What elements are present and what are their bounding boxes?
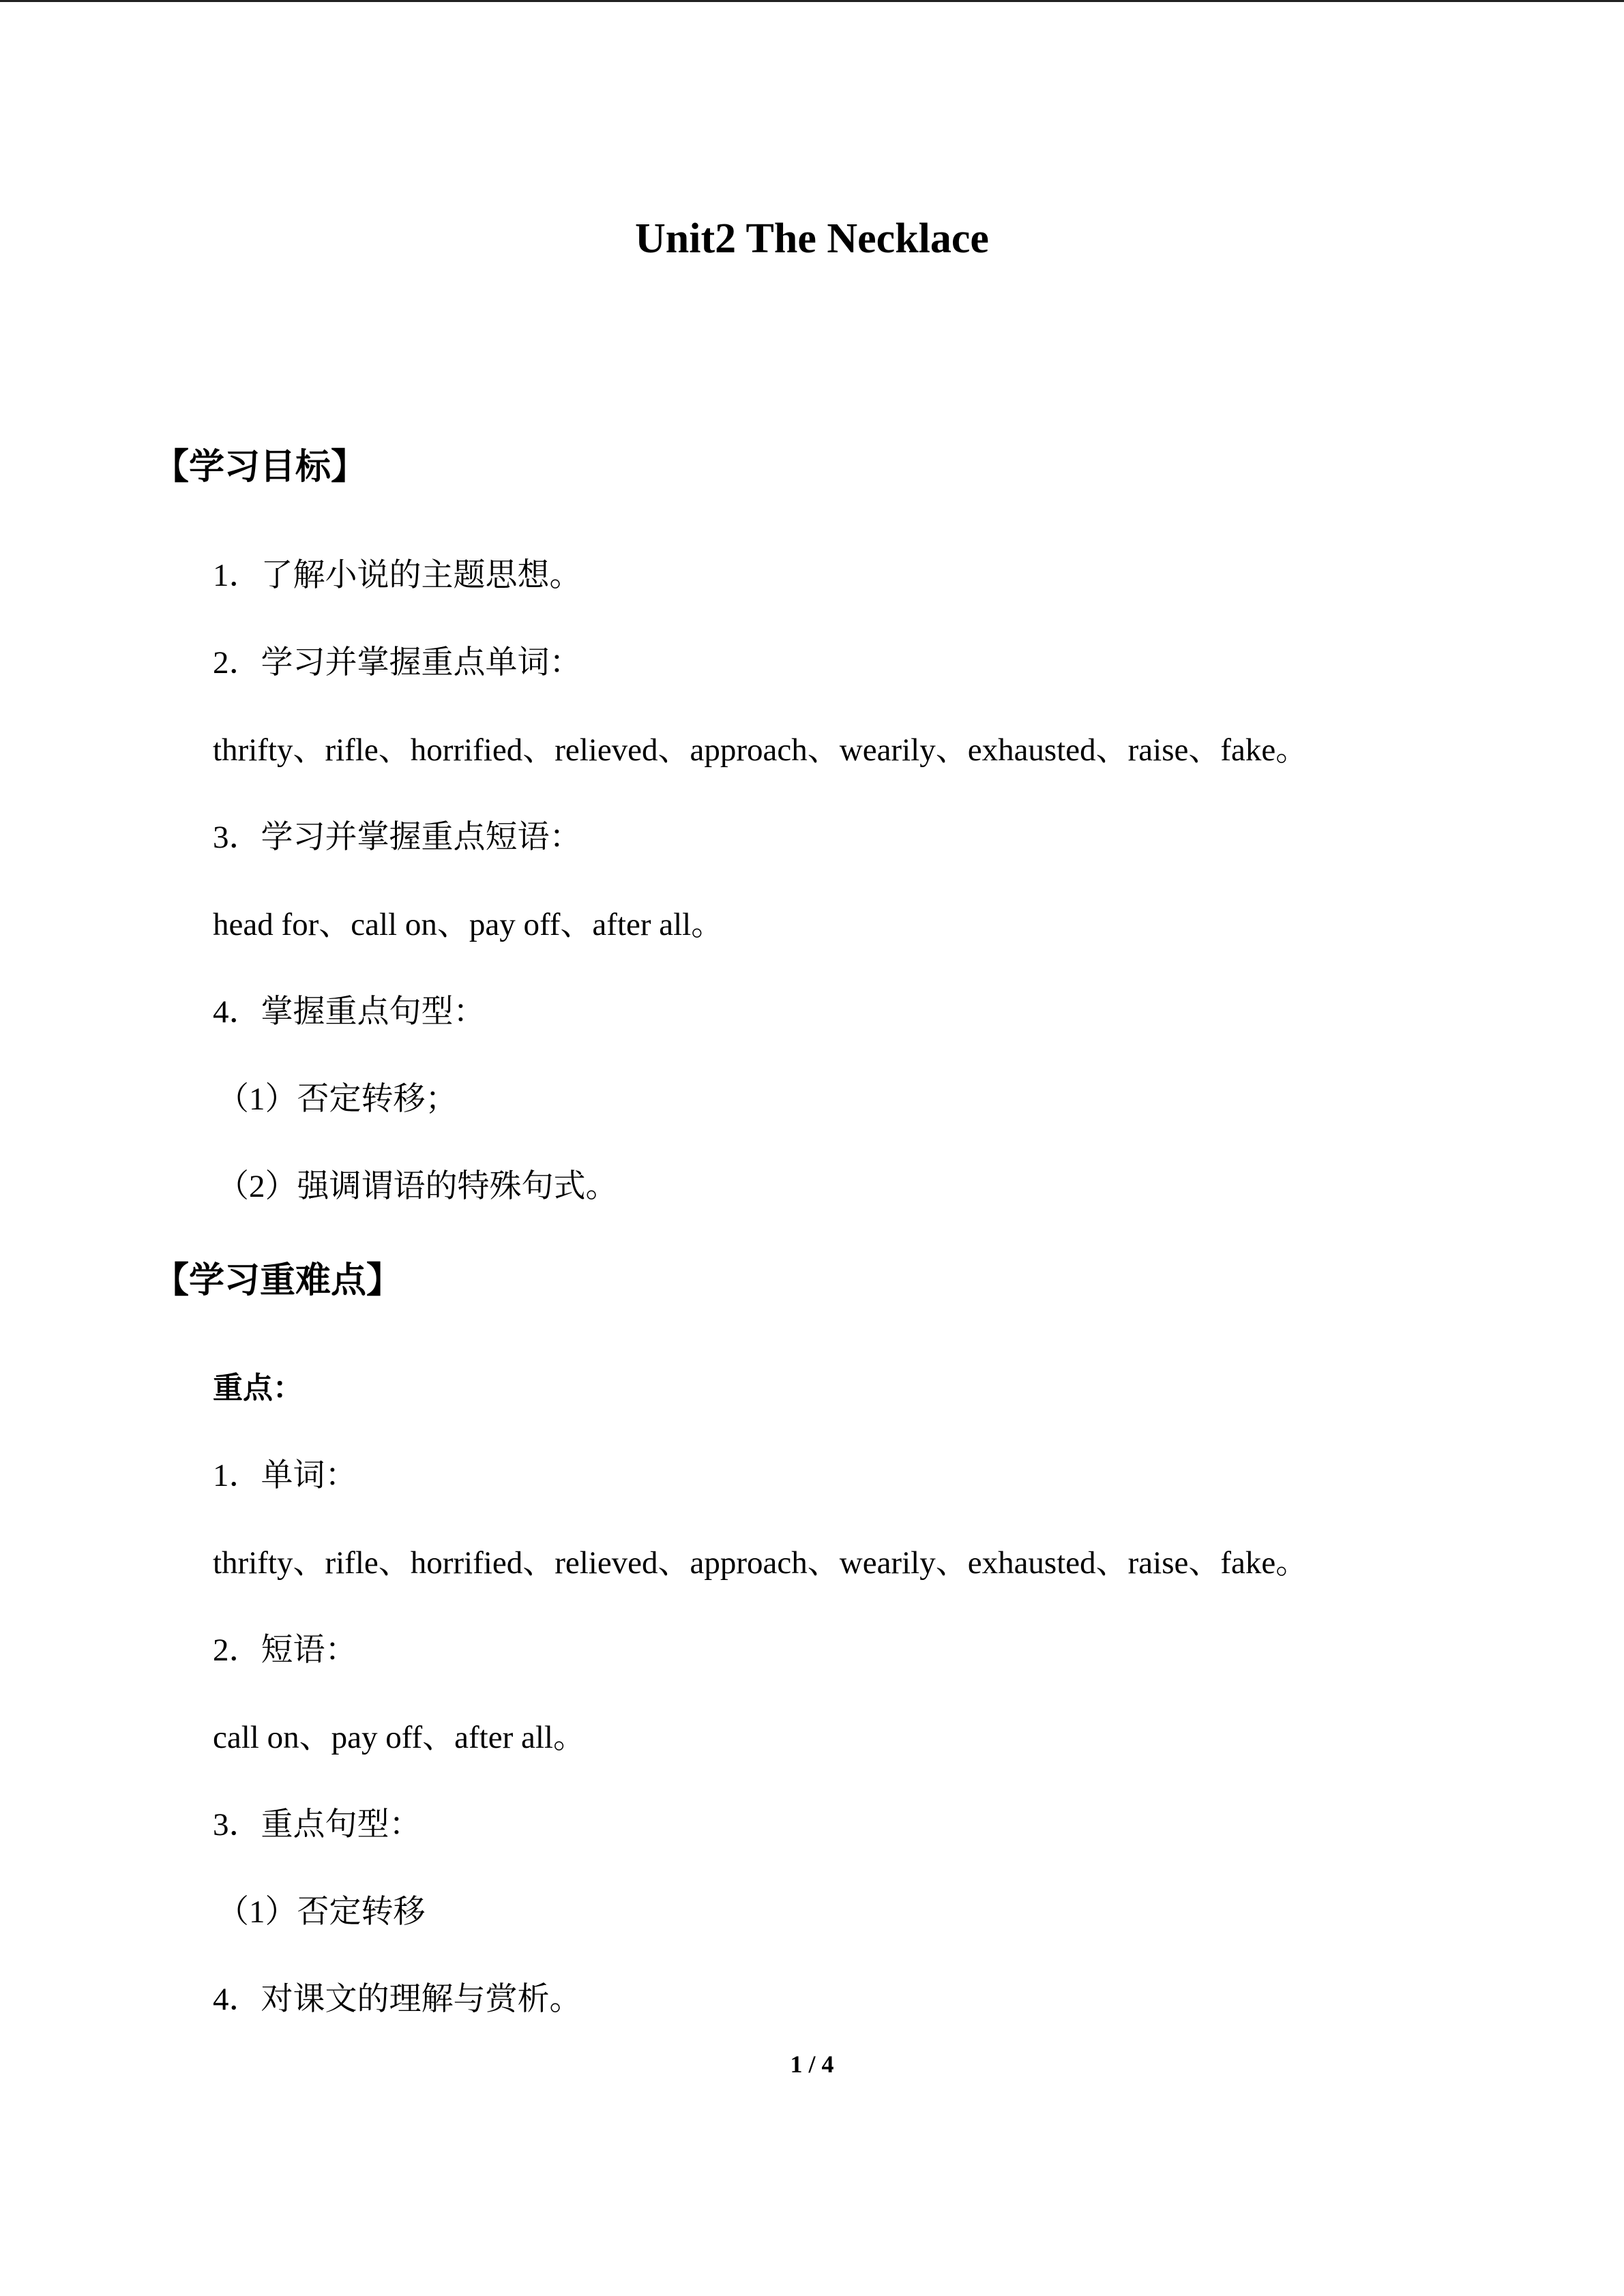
key-point-item-1: 1．单词： — [213, 1458, 357, 1493]
objective-sentence-pattern-1: （1）否定转移； — [217, 1082, 458, 1117]
key-point-item-2: 2．短语： — [213, 1632, 357, 1668]
document-title: Unit2 The Necklace — [635, 215, 989, 262]
objective-item-3: 3．学习并掌握重点短语： — [213, 820, 582, 855]
page-number: 1 / 4 — [790, 2051, 834, 2078]
key-phrase-list: call on、pay off、after all。 — [213, 1720, 585, 1755]
objective-sentence-pattern-2: （2）强调谓语的特殊句式。 — [217, 1169, 618, 1204]
section-heading-learning-objectives: 【学习目标】 — [153, 447, 367, 488]
page-top-border — [0, 0, 1624, 2]
key-sentence-pattern-1: （1）否定转移 — [217, 1894, 426, 1930]
key-vocabulary-list: thrifty、rifle、horrified、relieved、approach、wearily、exhausted、raise、fake。 — [213, 1545, 1308, 1581]
section-heading-key-difficult-points: 【学习重难点】 — [153, 1260, 402, 1301]
objective-item-4: 4．掌握重点句型： — [213, 994, 486, 1030]
objective-vocabulary-list: thrifty、rifle、horrified、relieved、approach、wearily、exhausted、raise、fake。 — [213, 732, 1308, 768]
key-point-item-3: 3．重点句型： — [213, 1807, 422, 1843]
objective-phrase-list: head for、call on、pay off、after all。 — [213, 907, 724, 942]
objective-item-2: 2．学习并掌握重点单词： — [213, 645, 582, 681]
key-point-item-4: 4．对课文的理解与赏析。 — [213, 1982, 582, 2017]
objective-item-1: 1．了解小说的主题思想。 — [213, 558, 582, 593]
key-points-label: 重点： — [213, 1371, 303, 1405]
